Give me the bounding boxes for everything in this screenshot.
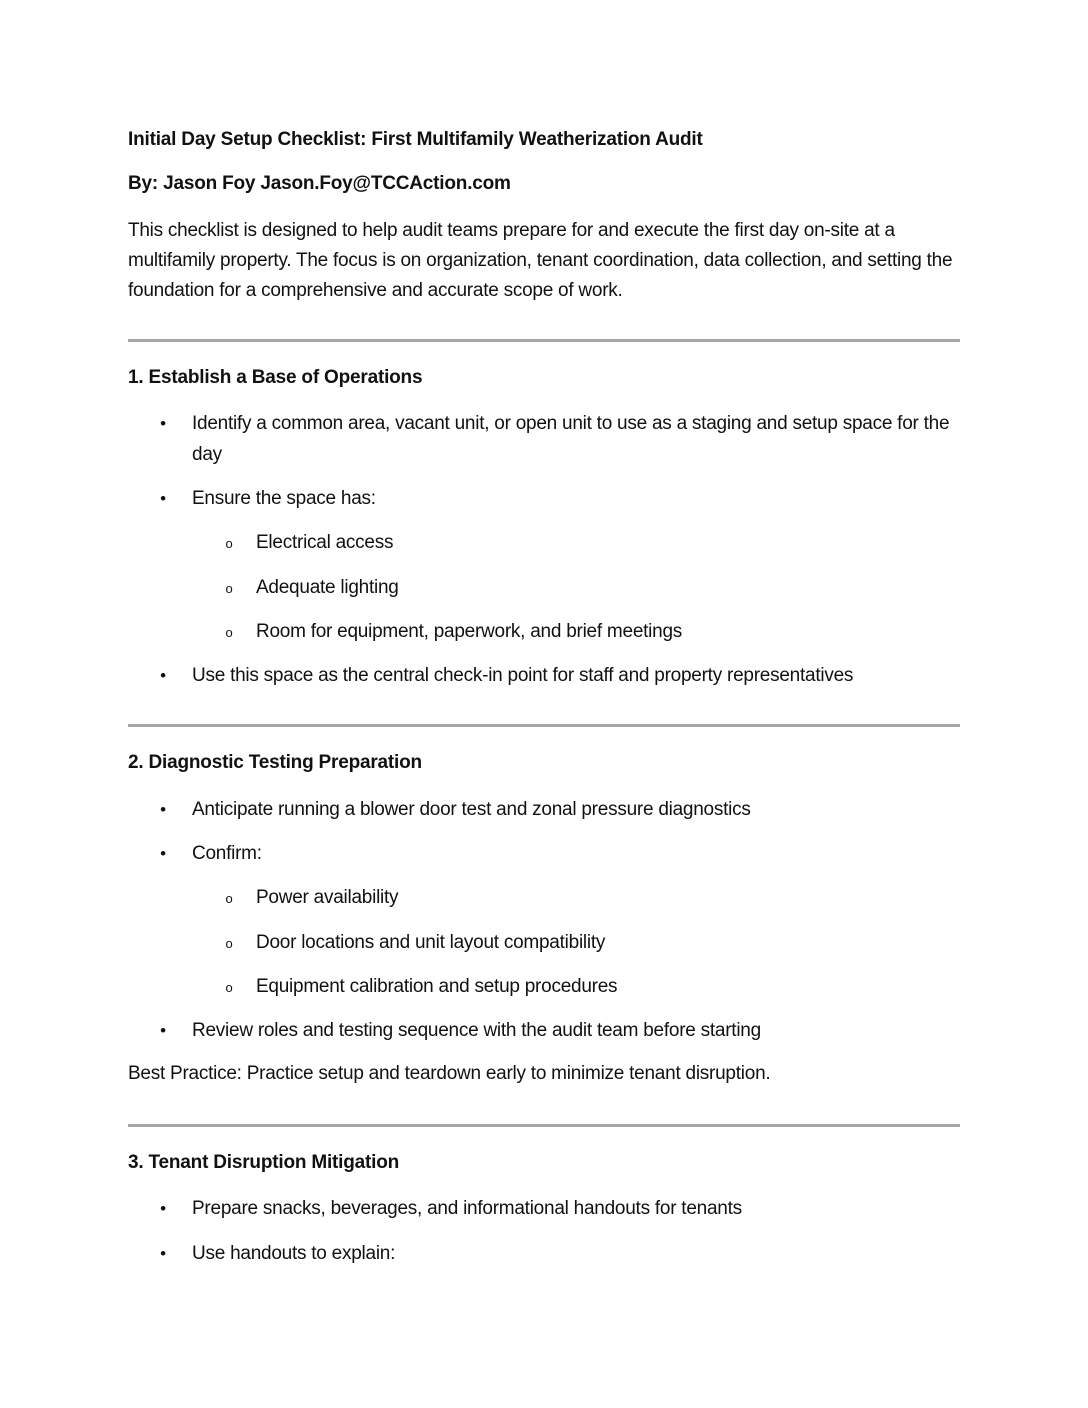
list-item-text: Use this space as the central check-in point for staff and property representatives: [192, 665, 854, 686]
sub-list-item-text: Electrical access: [256, 532, 394, 553]
list-item-text: Identify a common area, vacant unit, or open unit to use as a staging and setup space for the day: [192, 413, 950, 465]
sub-bullet-icon: o: [225, 625, 233, 640]
sub-bullet-icon: o: [225, 536, 233, 551]
section-divider: [128, 339, 960, 342]
author-byline: By: Jason Foy Jason.Foy@TCCAction.com: [128, 173, 511, 194]
document-title: Initial Day Setup Checklist: First Multifamily Weatherization Audit: [128, 129, 703, 150]
bullet-icon: •: [160, 666, 166, 685]
sub-bullet-icon: o: [225, 980, 233, 995]
bullet-icon: •: [160, 1244, 166, 1263]
bullet-icon: •: [160, 1021, 166, 1040]
bullet-icon: •: [160, 414, 166, 433]
sub-list-item-text: Equipment calibration and setup procedures: [256, 976, 618, 997]
sub-list-item-text: Adequate lighting: [256, 577, 399, 598]
sub-bullet-icon: o: [225, 936, 233, 951]
intro-paragraph: This checklist is designed to help audit teams prepare for and execute the first day on-site at a multifamily property. The focus is on organization, tenant coordination, data collection, and setting the foundation for a comprehensive and accurate scope of work.: [128, 220, 953, 301]
bullet-icon: •: [160, 844, 166, 863]
sub-list-item-text: Power availability: [256, 887, 399, 908]
bullet-icon: •: [160, 1199, 166, 1218]
list-item-text: Confirm:: [192, 843, 262, 864]
section-2-heading: 2. Diagnostic Testing Preparation: [128, 752, 422, 773]
best-practice-note: Best Practice: Practice setup and teardown early to minimize tenant disruption.: [128, 1063, 771, 1084]
list-item-text: Use handouts to explain:: [192, 1243, 396, 1264]
list-item-text: Review roles and testing sequence with the audit team before starting: [192, 1020, 761, 1041]
sub-list-item-text: Door locations and unit layout compatibility: [256, 932, 606, 953]
sub-bullet-icon: o: [225, 891, 233, 906]
section-divider: [128, 1124, 960, 1127]
list-item-text: Ensure the space has:: [192, 488, 376, 509]
section-3-heading: 3. Tenant Disruption Mitigation: [128, 1152, 400, 1173]
section-divider: [128, 724, 960, 727]
section-1-heading: 1. Establish a Base of Operations: [128, 367, 423, 388]
list-item-text: Anticipate running a blower door test and zonal pressure diagnostics: [192, 799, 751, 820]
sub-list-item-text: Room for equipment, paperwork, and brief meetings: [256, 621, 683, 642]
bullet-icon: •: [160, 489, 166, 508]
sub-bullet-icon: o: [225, 581, 233, 596]
list-item-text: Prepare snacks, beverages, and informational handouts for tenants: [192, 1198, 742, 1219]
bullet-icon: •: [160, 800, 166, 819]
